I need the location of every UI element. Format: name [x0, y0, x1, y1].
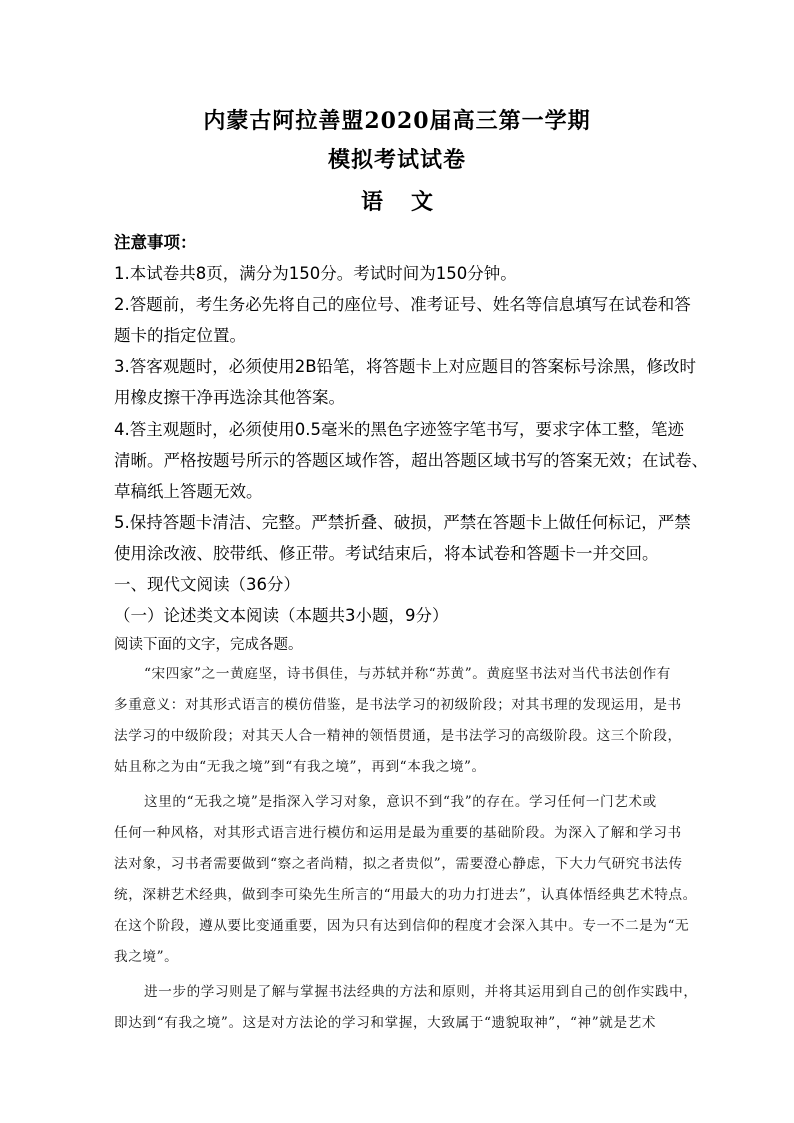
notice-line: 5.保持答题卡清洁、完整。严禁折叠、破损，严禁在答题卡上做任何标记，严禁: [114, 513, 691, 532]
notice-line: 使用涂改液、胶带纸、修正带。考试结束后，将本试卷和答题卡一并交回。: [114, 544, 659, 563]
passage-line: 法对象，习书者需要做到“察之者尚精，拟之者贵似”，需要澄心静虑，下大力气研究书法传: [114, 856, 683, 872]
passage-line: 我之境”。: [114, 949, 179, 965]
passage-line: 任何一种风格，对其形式语言进行模仿和运用是最为重要的基础阶段。为深入了解和学习书: [114, 825, 682, 841]
subsection-title: （一）论述类文本阅读（本题共3小题，9分）: [114, 606, 449, 625]
passage-line: 进一步的学习则是了解与掌握书法经典的方法和原则，并将其运用到自己的创作实践中，: [144, 984, 698, 1000]
notice-line: 清晰。严格按题号所示的答题区域作答，超出答题区域书写的答案无效；在试卷、: [114, 451, 708, 470]
reading-instruction: 阅读下面的文字，完成各题。: [114, 637, 303, 653]
passage-line: 多重意义：对其形式语言的模仿借鉴，是书法学习的初级阶段；对其书理的发现运用，是书: [114, 697, 682, 713]
notice-heading: 注意事项：: [114, 233, 197, 252]
notice-line: 1.本试卷共8页，满分为150分。考试时间为150分钟。: [114, 264, 517, 283]
notice-line: 3.答客观题时，必须使用2B铅笔，将答题卡上对应题目的答案标号涂黑，修改时: [114, 357, 697, 376]
passage-line: 法学习的中级阶段；对其天人合一精神的领悟贯通，是书法学习的高级阶段。这三个阶段，: [114, 728, 682, 744]
subject-title: 语文: [360, 189, 461, 215]
notice-line: 4.答主观题时，必须使用0.5毫米的黑色字迹签字笔书写，要求字体工整，笔迹: [114, 420, 684, 439]
passage-line: 在这个阶段，遵从要比变通重要，因为只有达到信仰的程度才会深入其中。专一不二是为“无: [114, 918, 690, 934]
passage-line: “宋四家”之一黄庭坚，诗书俱佳，与苏轼并称“苏黄”。黄庭坚书法对当代书法创作有: [144, 666, 671, 682]
exam-title: 内蒙古阿拉善盟2020届高三第一学期: [203, 108, 591, 134]
passage-line: 姑且称之为由“无我之境”到“有我之境”，再到“本我之境”。: [114, 759, 486, 775]
section-title: 一、现代文阅读（36分）: [114, 575, 300, 594]
notice-line: 用橡皮擦干净再选涂其他答案。: [114, 388, 345, 407]
passage-line: 统，深耕艺术经典，做到李可染先生所言的“用最大的功力打进去”，认真体悟经典艺术特点。: [114, 887, 697, 903]
passage-line: 这里的“无我之境”是指深入学习对象，意识不到“我”的存在。学习任何一门艺术或: [144, 794, 657, 810]
notice-line: 2.答题前，考生务必先将自己的座位号、准考证号、姓名等信息填写在试卷和答: [114, 295, 691, 314]
exam-subtitle: 模拟考试试卷: [327, 147, 466, 173]
notice-line: 草稿纸上答题无效。: [114, 482, 263, 501]
passage-line: 即达到“有我之境”。这是对方法论的学习和掌握，大致属于“遗貌取神”，“神”就是艺术: [114, 1015, 657, 1031]
notice-line: 题卡的指定位置。: [114, 326, 246, 345]
